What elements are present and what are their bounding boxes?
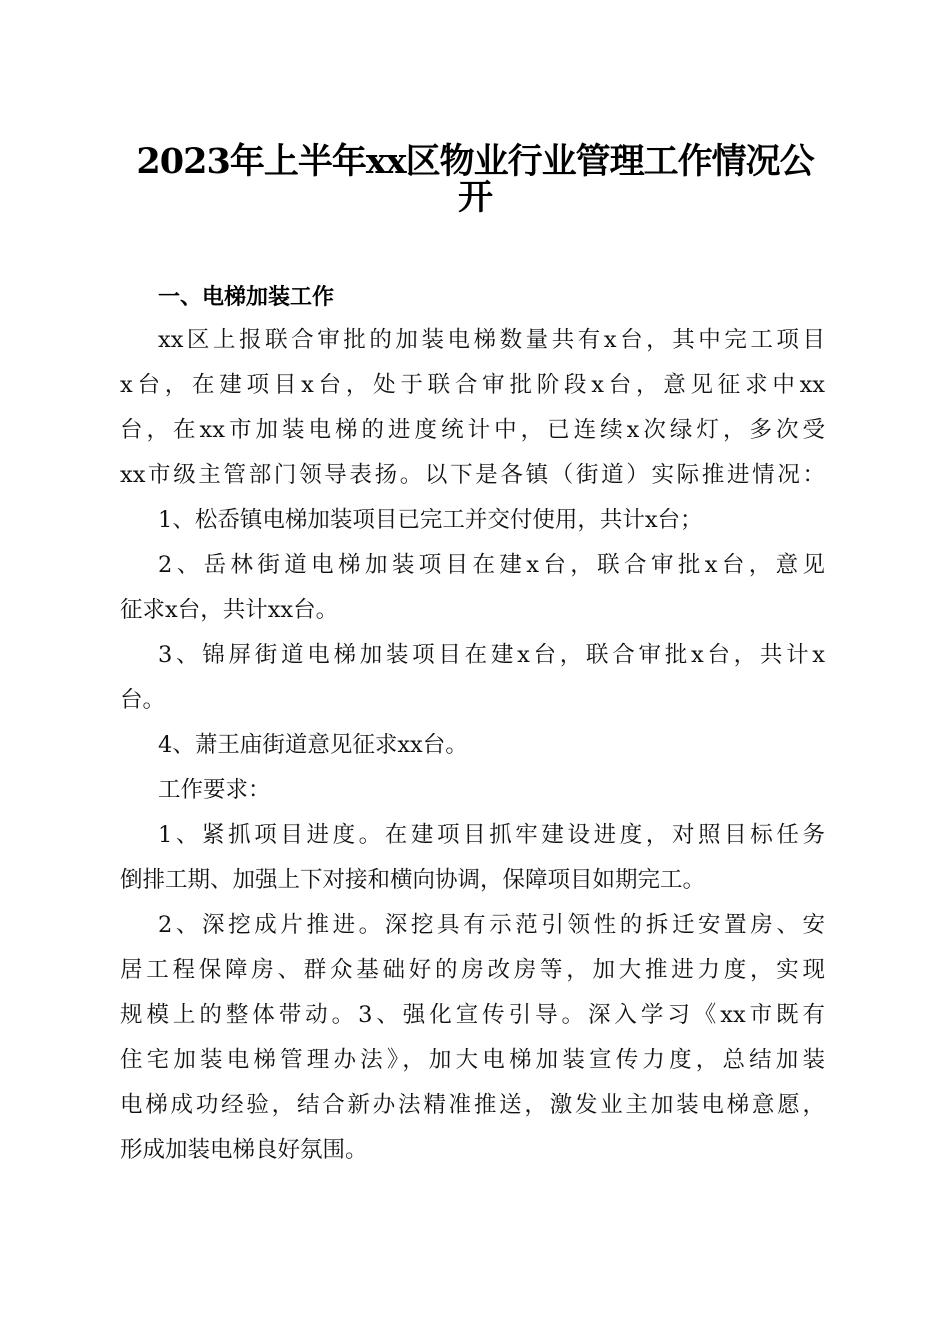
title-line-1: 2023年上半年xx区物业行业管理工作情况公 (136, 141, 814, 182)
paragraph-line: 居工程保障房、群众基础好的房改房等，加大推进力度，实现 (120, 957, 825, 983)
paragraph-line: 1、紧抓项目进度。在建项目抓牢建设进度，对照目标任务 (158, 822, 825, 848)
paragraph-line: 3、锦屏街道电梯加装项目在建x台，联合审批x台，共计x (158, 642, 825, 668)
paragraph-line: 住宅加装电梯管理办法》，加大电梯加装宣传力度，总结加装 (120, 1047, 825, 1073)
paragraph-line: xx市级主管部门领导表扬。以下是各镇（街道）实际推进情况： (120, 462, 825, 488)
paragraph-line: 规模上的整体带动。3、强化宣传引导。深入学习《xx市既有 (120, 1002, 825, 1028)
paragraph-line: 台，在xx市加装电梯的进度统计中，已连续x次绿灯，多次受 (120, 417, 825, 443)
paragraph-line: 工作要求： (158, 777, 271, 803)
paragraph-line: 4、萧王庙街道意见征求xx台。 (158, 732, 468, 758)
paragraph-line: 征求x台，共计xx台。 (120, 597, 339, 623)
paragraph-line: x台，在建项目x台，处于联合审批阶段x台，意见征求中xx (120, 372, 825, 398)
paragraph-line: xx区上报联合审批的加装电梯数量共有x台，其中完工项目 (158, 327, 825, 353)
title-line-2: 开 (457, 177, 492, 218)
paragraph-line: 2、岳林街道电梯加装项目在建x台，联合审批x台，意见 (158, 552, 825, 578)
section-heading: 一、电梯加装工作 (158, 285, 335, 310)
paragraph-line: 台。 (120, 687, 166, 713)
paragraph-line: 电梯成功经验，结合新办法精准推送，激发业主加装电梯意愿， (120, 1092, 825, 1118)
paragraph-line: 2、深挖成片推进。深挖具有示范引领性的拆迁安置房、安 (158, 912, 825, 938)
paragraph-line: 形成加装电梯良好氛围。 (120, 1137, 368, 1163)
paragraph-line: 倒排工期、加强上下对接和横向协调，保障项目如期完工。 (120, 867, 706, 893)
paragraph-line: 1、松岙镇电梯加装项目已完工并交付使用，共计x台； (158, 507, 703, 533)
